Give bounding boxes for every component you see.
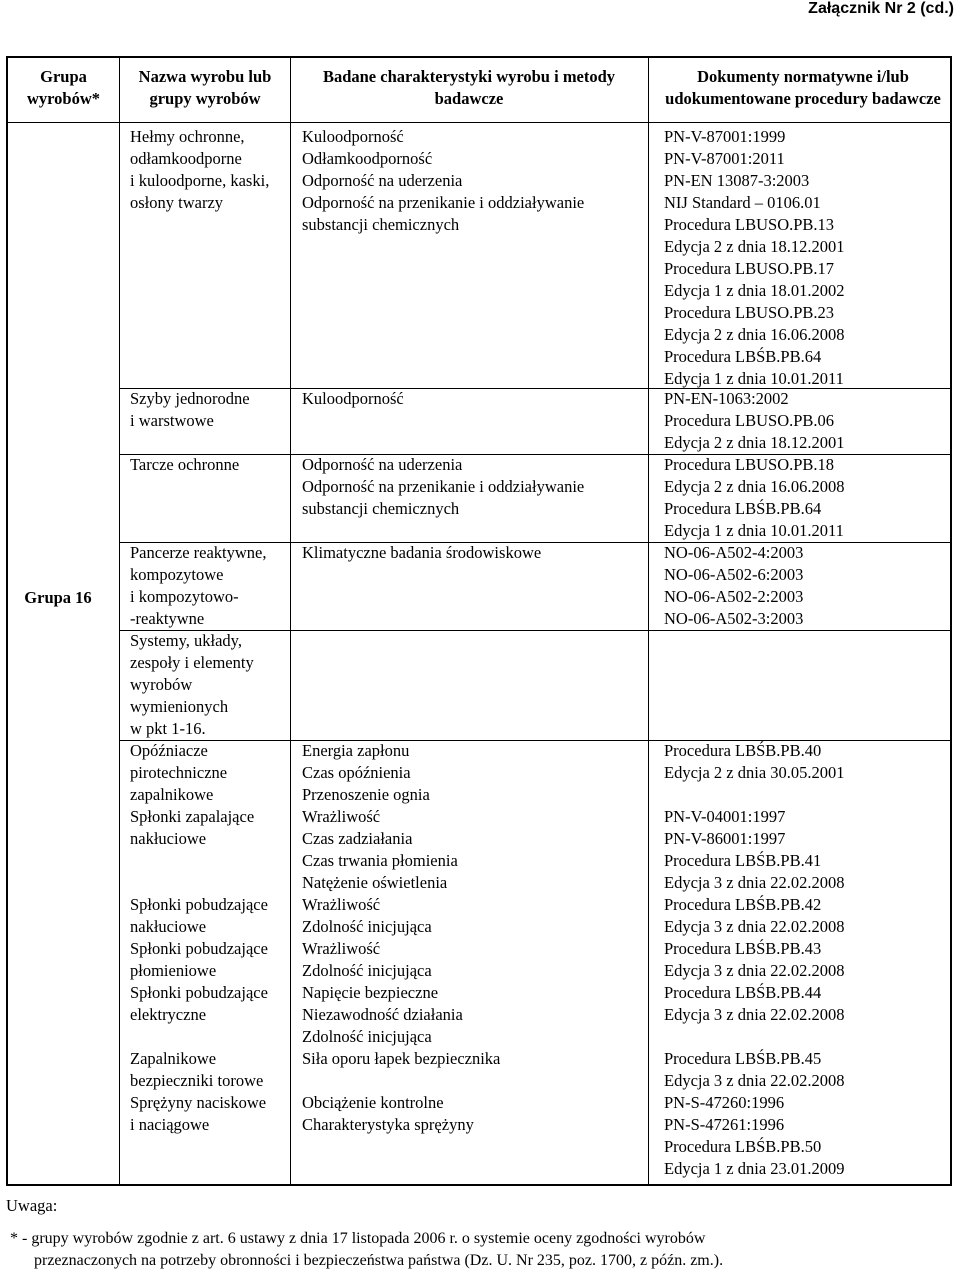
row-divider (119, 740, 950, 741)
document-line: Edycja 2 z dnia 16.06.2008 (664, 325, 845, 344)
product-line: kompozytowe (130, 565, 224, 584)
document-line: Edycja 1 z dnia 23.01.2009 (664, 1159, 845, 1178)
document-line: Edycja 3 z dnia 22.02.2008 (664, 873, 845, 892)
document-line: Procedura LBŚB.PB.43 (664, 939, 822, 958)
document-line: PN-V-87001:2011 (664, 149, 785, 168)
document-line: NO-06-A502-2:2003 (664, 587, 804, 606)
characteristic-line: substancji chemicznych (302, 499, 460, 518)
characteristic-line: Kuloodporność (302, 127, 404, 146)
characteristic-line: Charakterystyka sprężyny (302, 1115, 474, 1134)
product-line: osłony twarzy (130, 193, 224, 212)
footnote-line-2: przeznaczonych na potrzeby obronności i bezpieczeństwa państwa (Dz. U. Nr 235, poz. 1700, z późn. zm.). (34, 1252, 724, 1269)
column-divider (648, 58, 649, 1184)
characteristic-line: Zdolność inicjująca (302, 917, 432, 936)
product-line: Zapalnikowe (130, 1049, 217, 1068)
product-line: Spłonki pobudzające (130, 895, 268, 914)
product-line: odłamkoodporne (130, 149, 242, 168)
characteristic-line: Odporność na przenikanie i oddziaływanie (302, 193, 585, 212)
attachment-label: Załącznik Nr 2 (cd.) (808, 0, 954, 17)
document-line: NIJ Standard – 0106.01 (664, 193, 821, 212)
product-line: Spłonki pobudzające (130, 939, 268, 958)
product-line: Szyby jednorodne (130, 389, 250, 408)
document-line: PN-EN-1063:2002 (664, 389, 789, 408)
document-line: PN-V-04001:1997 (664, 807, 786, 826)
document-line: Edycja 2 z dnia 18.12.2001 (664, 237, 845, 256)
product-line: Sprężyny naciskowe (130, 1093, 267, 1112)
document-line: Edycja 3 z dnia 22.02.2008 (664, 1071, 845, 1090)
characteristic-line: Przenoszenie ognia (302, 785, 430, 804)
document-line: Edycja 1 z dnia 10.01.2011 (664, 369, 844, 388)
header-divider (8, 122, 950, 123)
product-line: i kompozytowo- (130, 587, 239, 606)
product-line: płomieniowe (130, 961, 217, 980)
characteristic-line: Wrażliwość (302, 939, 381, 958)
characteristic-line: Obciążenie kontrolne (302, 1093, 444, 1112)
document-line: Procedura LBŚB.PB.64 (664, 499, 822, 518)
document-line: Edycja 3 z dnia 22.02.2008 (664, 961, 845, 980)
product-line: Pancerze reaktywne, (130, 543, 267, 562)
column-divider (290, 58, 291, 1184)
characteristic-line: Siła oporu łapek bezpiecznika (302, 1049, 501, 1068)
document-line: Edycja 1 z dnia 18.01.2002 (664, 281, 845, 300)
document-line: Procedura LBUSO.PB.06 (664, 411, 835, 430)
product-line: Hełmy ochronne, (130, 127, 245, 146)
document-line: Procedura LBUSO.PB.18 (664, 455, 835, 474)
document-line: NO-06-A502-4:2003 (664, 543, 804, 562)
characteristic-line: substancji chemicznych (302, 215, 460, 234)
product-line: wyrobów (130, 675, 193, 694)
column-divider (119, 58, 120, 1184)
product-line: i kuloodporne, kaski, (130, 171, 270, 190)
document-line: Edycja 2 z dnia 18.12.2001 (664, 433, 845, 452)
product-line: wymienionych (130, 697, 229, 716)
note-label: Uwaga: (6, 1196, 58, 1215)
document-line: PN-EN 13087-3:2003 (664, 171, 810, 190)
header-group: Grupa wyrobów* (26, 67, 101, 108)
characteristic-line: Odłamkoodporność (302, 149, 433, 168)
product-line: Systemy, układy, (130, 631, 242, 650)
product-line: Spłonki pobudzające (130, 983, 268, 1002)
product-line: i naciągowe (130, 1115, 210, 1134)
product-line: elektryczne (130, 1005, 207, 1024)
characteristic-line: Wrażliwość (302, 807, 381, 826)
document-line: Procedura LBŚB.PB.41 (664, 851, 822, 870)
characteristic-line: Wrażliwość (302, 895, 381, 914)
characteristic-line: Natężenie oświetlenia (302, 873, 448, 892)
document-line: Edycja 3 z dnia 22.02.2008 (664, 917, 845, 936)
characteristic-line: Czas trwania płomienia (302, 851, 458, 870)
header-documents: Dokumenty normatywne i/lub udokumentowane procedury badawcze (665, 67, 941, 108)
document-line: Procedura LBUSO.PB.17 (664, 259, 835, 278)
header-characteristics: Badane charakterystyki wyrobu i metody badawcze (322, 67, 616, 108)
document-line: PN-S-47260:1996 (664, 1093, 785, 1112)
document-line: NO-06-A502-3:2003 (664, 609, 804, 628)
characteristic-line: Energia zapłonu (302, 741, 410, 760)
product-line: i warstwowe (130, 411, 214, 430)
document-line: PN-V-86001:1997 (664, 829, 786, 848)
document-line: Procedura LBŚB.PB.42 (664, 895, 822, 914)
document-line: Procedura LBUSO.PB.23 (664, 303, 835, 322)
document-line: Edycja 3 z dnia 22.02.2008 (664, 1005, 845, 1024)
row-divider (119, 630, 950, 631)
product-line: zespoły i elementy (130, 653, 254, 672)
characteristic-line: Napięcie bezpieczne (302, 983, 439, 1002)
document-line: Procedura LBŚB.PB.64 (664, 347, 822, 366)
document-line: Edycja 1 z dnia 10.01.2011 (664, 521, 844, 540)
group-label: Grupa 16 (24, 588, 92, 607)
characteristic-line: Kuloodporność (302, 389, 404, 408)
product-line: -reaktywne (130, 609, 205, 628)
product-line: Opóźniacze (130, 741, 208, 760)
document-line: Edycja 2 z dnia 30.05.2001 (664, 763, 845, 782)
product-line: Tarcze ochronne (130, 455, 240, 474)
document-line: Procedura LBUSO.PB.13 (664, 215, 835, 234)
characteristic-line: Czas opóźnienia (302, 763, 411, 782)
product-line: nakłuciowe (130, 917, 207, 936)
document-line: Procedura LBŚB.PB.40 (664, 741, 822, 760)
characteristic-line: Zdolność inicjująca (302, 961, 432, 980)
product-line: w pkt 1-16. (130, 719, 206, 738)
footnote-line-1: * - grupy wyrobów zgodnie z art. 6 ustawy z dnia 17 listopada 2006 r. o systemie oceny zgodności wyrobów (10, 1230, 706, 1247)
characteristic-line: Czas zadziałania (302, 829, 413, 848)
product-line: pirotechniczne (130, 763, 228, 782)
product-line: Spłonki zapalające (130, 807, 255, 826)
characteristic-line: Odporność na przenikanie i oddziaływanie (302, 477, 585, 496)
document-line: PN-S-47261:1996 (664, 1115, 785, 1134)
document-line: Procedura LBŚB.PB.45 (664, 1049, 822, 1068)
characteristic-line: Zdolność inicjująca (302, 1027, 432, 1046)
characteristic-line: Niezawodność działania (302, 1005, 463, 1024)
product-line: bezpieczniki torowe (130, 1071, 264, 1090)
characteristic-line: Klimatyczne badania środowiskowe (302, 543, 542, 562)
document-line: Procedura LBŚB.PB.44 (664, 983, 822, 1002)
document-line: Edycja 2 z dnia 16.06.2008 (664, 477, 845, 496)
document-line: Procedura LBŚB.PB.50 (664, 1137, 822, 1156)
document-line: PN-V-87001:1999 (664, 127, 786, 146)
characteristic-line: Odporność na uderzenia (302, 171, 463, 190)
header-product: Nazwa wyrobu lub grupy wyrobów (138, 67, 272, 108)
product-line: zapalnikowe (130, 785, 214, 804)
document-line: NO-06-A502-6:2003 (664, 565, 804, 584)
product-line: nakłuciowe (130, 829, 207, 848)
characteristic-line: Odporność na uderzenia (302, 455, 463, 474)
